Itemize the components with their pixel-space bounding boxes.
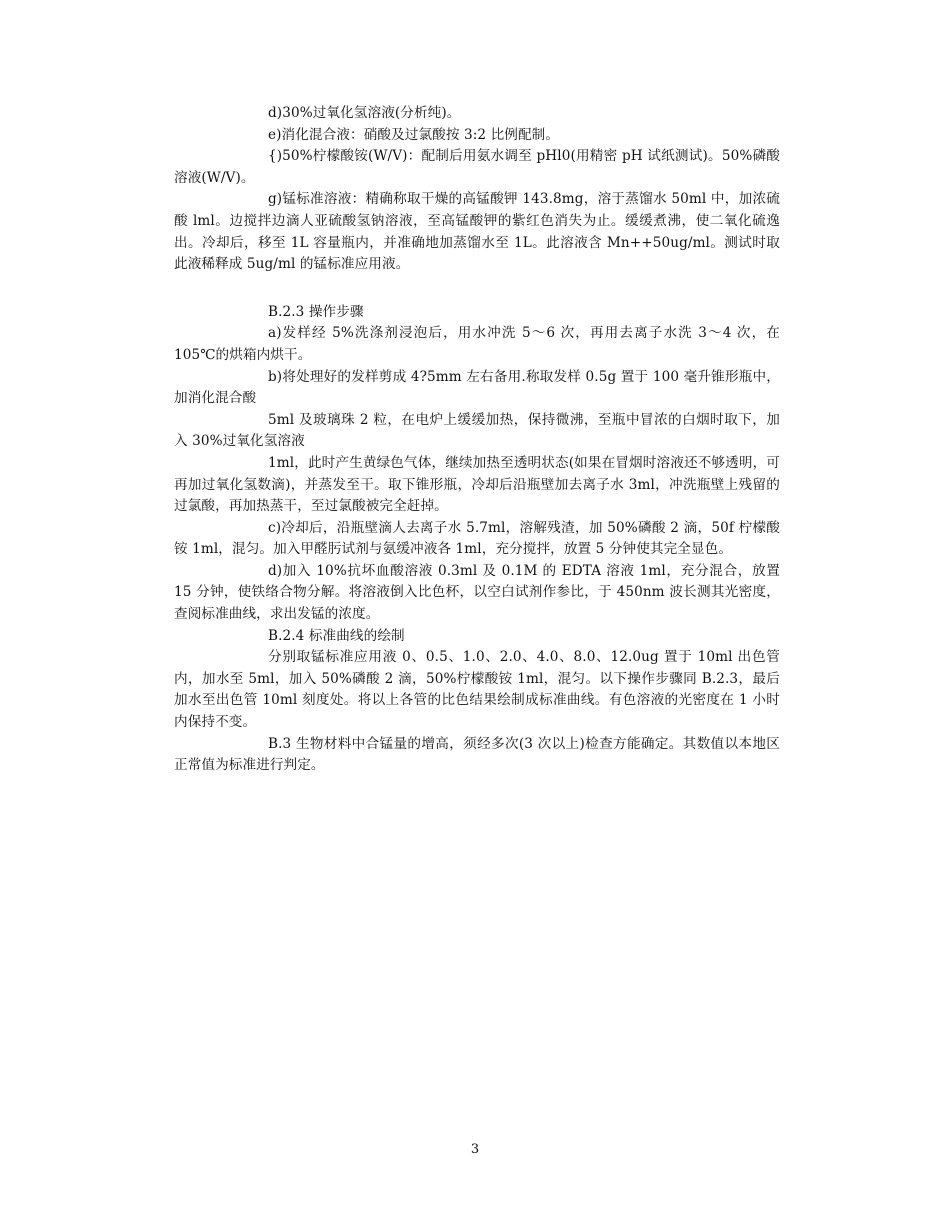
step-d-measurement: d)加入 10%抗坏血酸溶液 0.3ml 及 0.1M 的 EDTA 溶液 1ml，充分混合，放置 15 分钟，使铁络合物分解。将溶液倒入比色杯，以空白试剂作参比，于 450nm 波长测其光密度，查阅标准曲线，求出发锰的浓度。	[174, 562, 780, 623]
step-b-evaporation: 1ml，此时产生黄绿色气体，继续加热至透明状态(如果在冒烟时溶液还不够透明，可再加过氧化氢数滴)，并蒸发至干。取下锥形瓶，冷却后沿瓶壁加去离子水 3ml，冲洗瓶壁上残留的过氯酸，再加热蒸干，至过氯酸被完全赶掉。	[174, 454, 780, 515]
paragraph-f-ammonium-citrate: {)50%柠檬酸铵(W/V)：配制后用氨水调至 pHl0(用精密 pH 试纸测试)。50%磷酸溶液(W/V)。	[174, 148, 780, 186]
step-a-washing: a)发样经 5%洗涤剂浸泡后，用水冲洗 5～6 次，再用去离子水洗 3～4 次，在 105℃的烘箱内烘干。	[174, 325, 780, 363]
standard-curve-procedure: 分别取锰标准应用液 0、0.5、1.0、2.0、4.0、8.0、12.0ug 置于 10ml 出色管内，加水至 5ml，加入 50%磷酸 2 滴，50%柠檬酸铵 1ml，混匀。以下操作步骤同 B.2.3，最后加水至出色管 10ml 刻度处。将以上各管的比色结果绘制成标准曲线。有色溶液的光密度在 1 小时内保持不变。	[174, 649, 780, 731]
page-number: 3	[470, 1142, 480, 1157]
step-b-cutting-weighing: b)将处理好的发样剪成 4?5mm 左右备用.称取发样 0.5g 置于 100 毫升锥形瓶中，加消化混合酸	[174, 368, 780, 407]
section-b3-paragraph: B.3 生物材料中合锰量的增高，须经多次(3 次以上)检查方能确定。其数值以本地区正常值为标准进行判定。	[174, 735, 780, 774]
section-spacer	[174, 276, 780, 302]
paragraph-e-digestion-mixture: e)消化混合液：硝酸及过氯酸按 3:2 比例配制。	[268, 126, 560, 143]
paragraph-g-manganese-standard: g)锰标准溶液：精确称取干燥的高锰酸钾 143.8mg，溶于蒸馏水 50ml 中，加浓硫酸 lml。边搅拌边滴人亚硫酸氢钠溶液，至高锰酸钾的紫红色消失为止。缓缓煮沸，使二氧化硫逸出。冷却后，移至 1L 容量瓶内，并准确地加蒸馏水至 1L。此溶液含 Mn++50ug/ml。测试时取此液稀释成 5ug/ml 的锰标准应用液。	[174, 191, 780, 273]
step-c-dissolving: c)冷却后，沿瓶壁滴人去离子水 5.7ml，溶解残渣，加 50%磷酸 2 滴，50f 柠檬酸铵 1ml，混匀。加入甲醛肟试剂与氨缓冲液各 1ml，充分搅拌，放置 5 分钟使其完全显色。	[174, 519, 780, 558]
step-b-heating: 5ml 及玻璃珠 2 粒，在电炉上缓缓加热，保持微沸，至瓶中冒浓的白烟时取下，加入 30%过氧化氢溶液	[174, 411, 780, 450]
paragraph-d-hydrogen-peroxide: d)30%过氧化氢溶液(分析纯)。	[268, 105, 461, 121]
section-heading-b24: B.2.4 标准曲线的绘制	[268, 627, 405, 644]
section-heading-b23: B.2.3 操作步骤	[268, 303, 364, 320]
document-body	[174, 103, 780, 777]
